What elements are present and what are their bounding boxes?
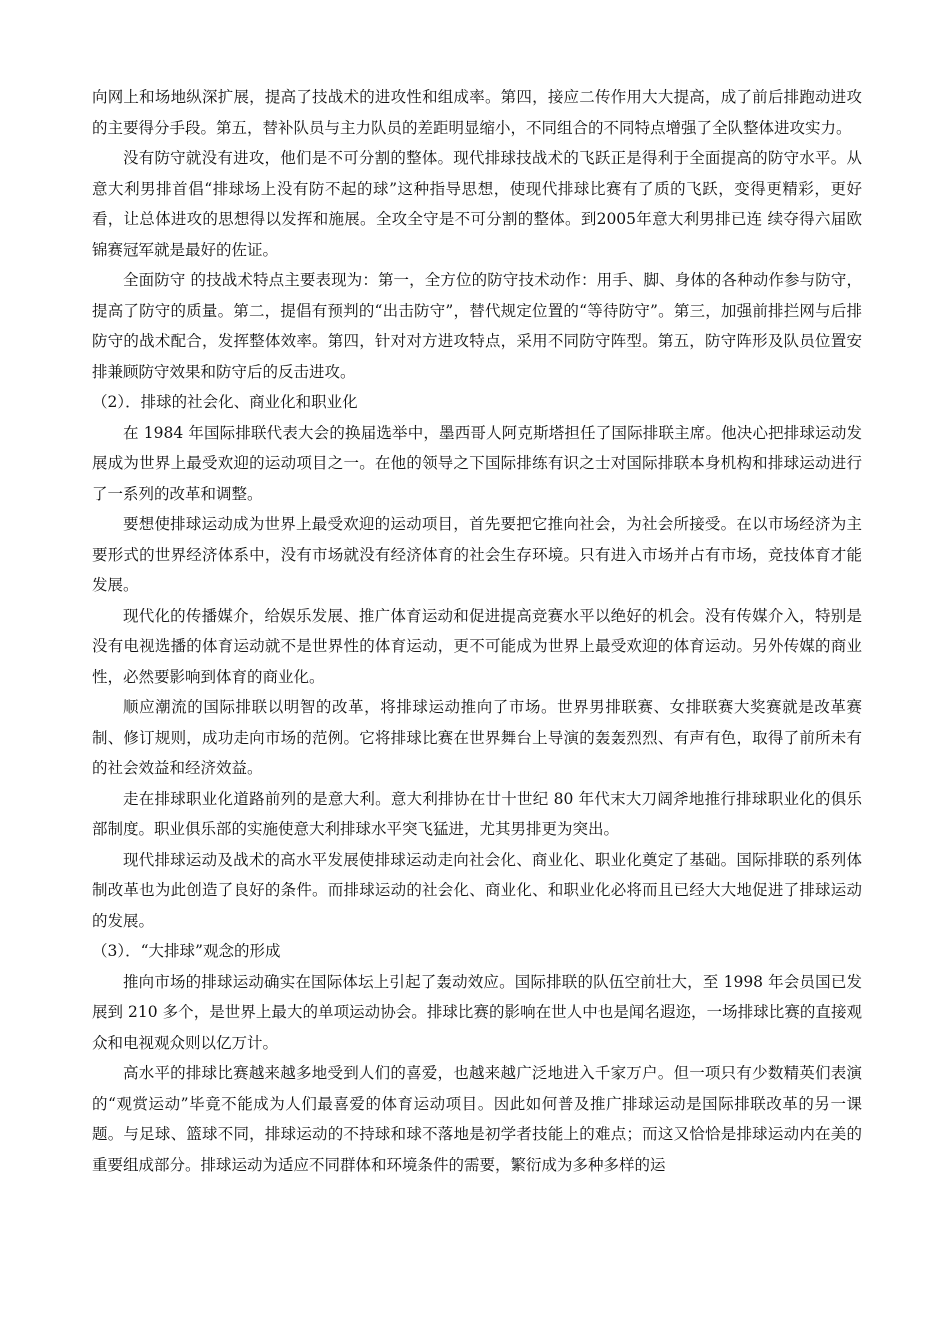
section-heading-3: （3）．“大排球”观念的形成 bbox=[92, 942, 281, 960]
paragraph-full-defense: 全面防守 的技战术特点主要表现为：第一，全方位的防守技术动作：用手、脚、身体的各种动作参与防守，提高了防守的质量。第二，提倡有预判的“出击防守”，替代规定位置的“等待防守”。第三，加强前排拦网与后排防守的战术配合，发挥整体效率。第四，针对对方进攻特点，采用不同防守阵型。第五，防守阵形及队员位置安排兼顾防守效果和防守后的反击进攻。 bbox=[92, 271, 862, 381]
paragraph-reform: 顺应潮流的国际排联以明智的改革，将排球运动推向了市场。世界男排联赛、女排联赛大奖赛就是改革赛制、修订规则，成功走向市场的范例。它将排球比赛在世界舞台上导演的轰轰烈烈、有声有色，取得了前所未有的社会效益和经济效益。 bbox=[92, 698, 862, 777]
paragraph-media: 现代化的传播媒介，给娱乐发展、推广体育运动和促进提高竞赛水平以绝好的机会。没有传媒介入，特别是没有电视选播的体育运动就不是世界性的体育运动，更不可能成为世界上最受欢迎的体育运动。另外传媒的商业性，必然要影响到体育的商业化。 bbox=[92, 606, 862, 686]
document-page bbox=[92, 82, 862, 1180]
paragraph-1998-members: 推向市场的排球运动确实在国际体坛上引起了轰动效应。国际排联的队伍空前壮大，至 1998 年会员国已发展到 210 多个，是世界上最大的单项运动协会。排球比赛的影响在世人中也是闻名遐迩，一场排球比赛的直接观众和电视观众则以亿万计。 bbox=[92, 972, 862, 1052]
paragraph-continuation: 向网上和场地纵深扩展，提高了技战术的进攻性和组成率。第四，接应二传作用大大提高，成了前后排跑动进攻的主要得分手段。第五，替补队员与主力队员的差距明显缩小，不同组合的不同特点增强了全队整体进攻实力。 bbox=[92, 88, 862, 137]
paragraph-italy: 走在排球职业化道路前列的是意大利。意大利排协在廿十世纪 80 年代末大刀阔斧地推行排球职业化的俱乐部制度。职业俱乐部的实施使意大利排球水平突飞猛进，尤其男排更为突出。 bbox=[92, 789, 862, 838]
paragraph-popularization: 高水平的排球比赛越来越多地受到人们的喜爱，也越来越广泛地进入千家万户。但一项只有少数精英们表演的“观赏运动”毕竟不能成为人们最喜爱的体育运动项目。因此如何普及推广排球运动是国际排联改革的另一课题。与足球、篮球不同，排球运动的不持球和球不落地是初学者技能上的难点；而这又恰恰是排球运动内在美的重要组成部分。排球运动为适应不同群体和环境条件的需要，繁衍成为多种多样的运 bbox=[92, 1064, 862, 1174]
paragraph-foundation: 现代排球运动及战术的高水平发展使排球运动走向社会化、商业化、职业化奠定了基础。国际排联的系列体制改革也为此创造了良好的条件。而排球运动的社会化、商业化、和职业化必将而且已经大大地促进了排球运动的发展。 bbox=[92, 850, 862, 930]
paragraph-1984-election: 在 1984 年国际排联代表大会的换届选举中，墨西哥人阿克斯塔担任了国际排联主席。他决心把排球运动发展成为世界上最受欢迎的运动项目之一。在他的领导之下国际排练有识之士对国际排联本身机构和排球运动进行了一系列的改革和调整。 bbox=[92, 423, 862, 503]
section-heading-2: （2）．排球的社会化、商业化和职业化 bbox=[92, 393, 358, 411]
paragraph-market: 要想使排球运动成为世界上最受欢迎的运动项目，首先要把它推向社会，为社会所接受。在以市场经济为主要形式的世界经济体系中，没有市场就没有经济体育的社会生存环境。只有进入市场并占有市场，竞技体育才能发展。 bbox=[92, 515, 862, 594]
paragraph-defense-offense: 没有防守就没有进攻，他们是不可分割的整体。现代排球技战术的飞跃正是得利于全面提高的防守水平。从意大利男排首倡“排球场上没有防不起的球”这种指导思想，使现代排球比赛有了质的飞跃，变得更精彩，更好看，让总体进攻的思想得以发挥和施展。全攻全守是不可分割的整体。到2005年意大利男排已连 续夺得六届欧锦赛冠军就是最好的佐证。 bbox=[92, 149, 862, 259]
